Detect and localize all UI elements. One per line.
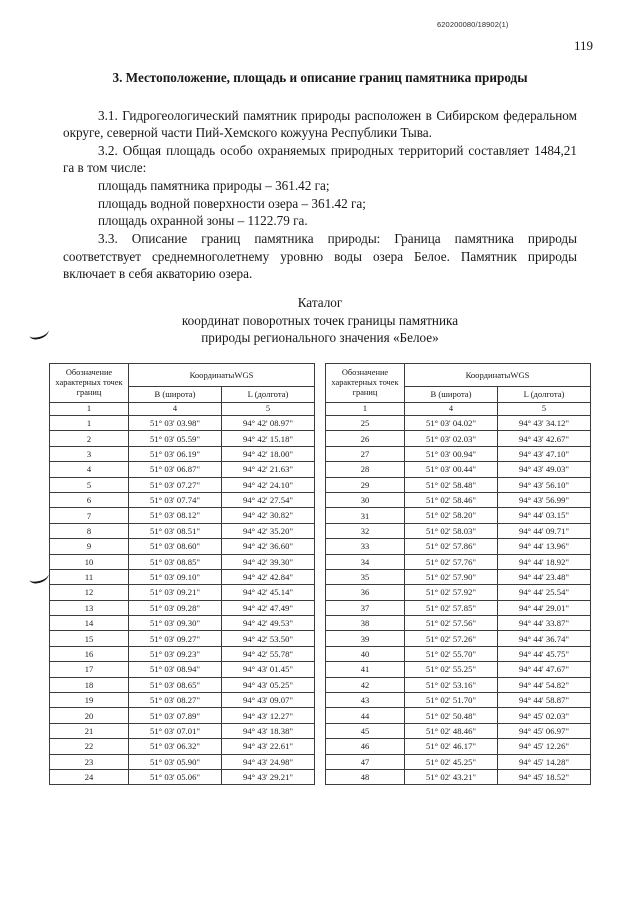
cell-latitude: 51° 03' 08.94" [129,662,222,677]
cell-latitude: 51° 03' 09.23" [129,646,222,661]
table-row [326,616,591,631]
cell-point-index: 38 [326,616,405,631]
cell-latitude: 51° 02' 48.46" [405,723,498,738]
cell-point-index: 29 [326,477,405,492]
catalog-title-line-2: координат поворотных точек границы памятника [181,312,459,328]
cell-point-index: 1 [50,416,129,431]
cell-longitude: 94° 42' 35.20" [222,523,315,538]
table-row [50,446,315,461]
cell-point-index: 11 [50,569,129,584]
cell-longitude: 94° 42' 27.54" [222,492,315,507]
table-row [50,769,315,784]
table-row [50,708,315,723]
table-row [326,508,591,523]
cell-latitude: 51° 02' 45.25" [405,754,498,769]
cell-latitude: 51° 02' 58.20" [405,508,498,523]
cell-point-index: 48 [326,769,405,784]
table-row [326,554,591,569]
cell-longitude: 94° 42' 47.49" [222,600,315,615]
header-latitude: В (широта) [129,387,222,403]
cell-longitude: 94° 43' 49.03" [498,462,591,477]
cell-longitude: 94° 42' 21.63" [222,462,315,477]
column-number-b: 4 [405,403,498,416]
cell-longitude: 94° 44' 54.82" [498,677,591,692]
cell-point-index: 25 [326,416,405,431]
cell-point-index: 22 [50,739,129,754]
cell-latitude: 51° 02' 50.48" [405,708,498,723]
cell-point-index: 13 [50,600,129,615]
cell-point-index: 32 [326,523,405,538]
table-row [326,492,591,507]
cell-longitude: 94° 42' 30.82" [222,508,315,523]
table-row [326,708,591,723]
cell-longitude: 94° 42' 42.84" [222,569,315,584]
cell-point-index: 47 [326,754,405,769]
cell-point-index: 34 [326,554,405,569]
cell-longitude: 94° 44' 18.92" [498,554,591,569]
cell-longitude: 94° 44' 09.71" [498,523,591,538]
table-row [50,492,315,507]
cell-longitude: 94° 45' 12.26" [498,739,591,754]
paragraph-3-2: 3.2. Общая площадь особо охраняемых природных территорий составляет 1484,21 га в том числе: [63,142,577,176]
table-row [50,600,315,615]
cell-longitude: 94° 43' 05.25" [222,677,315,692]
cell-latitude: 51° 02' 57.26" [405,631,498,646]
cell-longitude: 94° 43' 56.99" [498,492,591,507]
cell-longitude: 94° 44' 45.75" [498,646,591,661]
cell-latitude: 51° 03' 09.30" [129,616,222,631]
cell-point-index: 21 [50,723,129,738]
cell-latitude: 51° 03' 02.03" [405,431,498,446]
column-number-b: 4 [129,403,222,416]
cell-latitude: 51° 03' 06.19" [129,446,222,461]
cell-latitude: 51° 02' 58.03" [405,523,498,538]
cell-latitude: 51° 02' 55.25" [405,662,498,677]
cell-point-index: 10 [50,554,129,569]
cell-latitude: 51° 03' 09.27" [129,631,222,646]
area-item-monument: площадь памятника природы – 361.42 га; [98,178,330,193]
header-longitude: L (долгота) [222,387,315,403]
cell-latitude: 51° 03' 07.27" [129,477,222,492]
table-row [50,631,315,646]
cell-point-index: 19 [50,693,129,708]
column-number-mark: 1 [50,403,129,416]
table-row [326,462,591,477]
cell-longitude: 94° 43' 56.10" [498,477,591,492]
table-row [326,431,591,446]
cell-longitude: 94° 42' 24.10" [222,477,315,492]
cell-point-index: 41 [326,662,405,677]
table-row [326,693,591,708]
column-number-row [326,403,591,416]
cell-latitude: 51° 02' 58.48" [405,477,498,492]
table-row [50,508,315,523]
cell-latitude: 51° 03' 09.10" [129,569,222,584]
cell-longitude: 94° 44' 58.87" [498,693,591,708]
cell-latitude: 51° 02' 57.90" [405,569,498,584]
body-text [63,70,577,283]
cell-point-index: 2 [50,431,129,446]
cell-latitude: 51° 02' 57.86" [405,539,498,554]
table-row [50,739,315,754]
cell-latitude: 51° 02' 57.56" [405,616,498,631]
table-row [50,616,315,631]
cell-longitude: 94° 43' 42.67" [498,431,591,446]
cell-longitude: 94° 43' 47.10" [498,446,591,461]
cell-latitude: 51° 02' 51.70" [405,693,498,708]
cell-longitude: 94° 44' 36.74" [498,631,591,646]
cell-longitude: 94° 43' 34.12" [498,416,591,431]
cell-point-index: 31 [326,508,405,523]
cell-point-index: 46 [326,739,405,754]
cell-point-index: 20 [50,708,129,723]
cell-longitude: 94° 43' 09.07" [222,693,315,708]
coordinates-table-left [49,363,315,785]
cell-longitude: 94° 44' 25.54" [498,585,591,600]
cell-longitude: 94° 44' 13.96" [498,539,591,554]
table-row [326,662,591,677]
document-code: 620200080/18902(1) [437,20,509,29]
page-number: 119 [573,38,593,53]
cell-longitude: 94° 44' 03.15" [498,508,591,523]
table-row [326,539,591,554]
table-row [50,477,315,492]
cell-latitude: 51° 03' 05.90" [129,754,222,769]
table-row [326,677,591,692]
table-row [326,477,591,492]
cell-longitude: 94° 43' 12.27" [222,708,315,723]
cell-point-index: 8 [50,523,129,538]
cell-longitude: 94° 42' 36.60" [222,539,315,554]
table-row [326,754,591,769]
cell-point-index: 28 [326,462,405,477]
cell-longitude: 94° 44' 33.87" [498,616,591,631]
cell-latitude: 51° 03' 06.87" [129,462,222,477]
table-row [50,585,315,600]
cell-latitude: 51° 03' 08.85" [129,554,222,569]
cell-latitude: 51° 02' 53.16" [405,677,498,692]
cell-latitude: 51° 03' 05.59" [129,431,222,446]
cell-latitude: 51° 03' 09.21" [129,585,222,600]
table-row [50,539,315,554]
catalog-heading [0,294,640,347]
cell-longitude: 94° 42' 53.50" [222,631,315,646]
area-item-water-surface: площадь водной поверхности озера – 361.42 га; [98,195,366,211]
cell-point-index: 7 [50,508,129,523]
cell-longitude: 94° 45' 02.03" [498,708,591,723]
cell-latitude: 51° 03' 00.44" [405,462,498,477]
cell-latitude: 51° 03' 07.01" [129,723,222,738]
cell-longitude: 94° 43' 22.61" [222,739,315,754]
cell-longitude: 94° 43' 29.21" [222,769,315,784]
cell-point-index: 43 [326,693,405,708]
table-row [50,462,315,477]
header-point-designation: Обозначение характерных точек границ [50,364,129,403]
cell-latitude: 51° 03' 08.60" [129,539,222,554]
cell-longitude: 94° 42' 49.53" [222,616,315,631]
cell-point-index: 12 [50,585,129,600]
table-row [50,693,315,708]
table-row [50,416,315,431]
column-number-l: 5 [498,403,591,416]
cell-longitude: 94° 42' 55.78" [222,646,315,661]
header-point-designation: Обозначение характерных точек границ [326,364,405,403]
cell-point-index: 44 [326,708,405,723]
cell-latitude: 51° 03' 07.74" [129,492,222,507]
cell-point-index: 36 [326,585,405,600]
cell-point-index: 27 [326,446,405,461]
cell-point-index: 42 [326,677,405,692]
cell-longitude: 94° 42' 15.18" [222,431,315,446]
cell-point-index: 26 [326,431,405,446]
cell-point-index: 17 [50,662,129,677]
cell-latitude: 51° 03' 08.51" [129,523,222,538]
cell-latitude: 51° 03' 04.02" [405,416,498,431]
cell-point-index: 6 [50,492,129,507]
table-row [50,754,315,769]
table-body-right [326,416,591,785]
cell-point-index: 24 [50,769,129,784]
cell-latitude: 51° 03' 00.94" [405,446,498,461]
cell-longitude: 94° 43' 01.45" [222,662,315,677]
cell-longitude: 94° 42' 39.30" [222,554,315,569]
coordinates-table-right [325,363,591,785]
cell-longitude: 94° 42' 45.14" [222,585,315,600]
cell-latitude: 51° 03' 08.65" [129,677,222,692]
coordinate-tables [0,363,640,785]
cell-longitude: 94° 43' 18.38" [222,723,315,738]
cell-longitude: 94° 42' 08.97" [222,416,315,431]
cell-latitude: 51° 03' 03.98" [129,416,222,431]
cell-latitude: 51° 03' 05.06" [129,769,222,784]
column-number-mark: 1 [326,403,405,416]
header-wgs-coordinates: КоординатыWGS [405,364,591,387]
catalog-title-line-3: природы регионального значения «Белое» [201,330,439,346]
cell-latitude: 51° 03' 06.32" [129,739,222,754]
cell-latitude: 51° 03' 09.28" [129,600,222,615]
cell-point-index: 37 [326,600,405,615]
cell-longitude: 94° 45' 14.28" [498,754,591,769]
table-row [50,677,315,692]
section-heading: 3. Местоположение, площадь и описание границ памятника природы [112,70,528,85]
cell-longitude: 94° 44' 47.67" [498,662,591,677]
cell-longitude: 94° 42' 18.00" [222,446,315,461]
table-row [326,631,591,646]
header-latitude: В (широта) [405,387,498,403]
cell-latitude: 51° 03' 08.27" [129,693,222,708]
table-row [326,523,591,538]
paragraph-3-1: 3.1. Гидрогеологический памятник природы расположен в Сибирском федеральном округе, северной части Пий-Хемского кожууна Республики Тыва. [63,107,577,141]
table-row [326,646,591,661]
cell-point-index: 33 [326,539,405,554]
table-row [50,554,315,569]
table-row [326,739,591,754]
cell-point-index: 16 [50,646,129,661]
cell-longitude: 94° 44' 29.01" [498,600,591,615]
cell-latitude: 51° 03' 08.12" [129,508,222,523]
area-item-protection-zone: площадь охранной зоны – 1122.79 га. [98,213,308,229]
table-row [50,723,315,738]
table-row [50,569,315,584]
paragraph-3-3: 3.3. Описание границ памятника природы: Граница памятника природы соответствует среднемноголетнему уровню воды озера Белое. Памятник природы включает в себя акваторию озера. [63,230,577,282]
table-row [50,431,315,446]
header-wgs-coordinates: КоординатыWGS [129,364,315,387]
table-row [326,416,591,431]
cell-latitude: 51° 02' 57.92" [405,585,498,600]
cell-latitude: 51° 02' 57.85" [405,600,498,615]
table-row [50,646,315,661]
table-row [326,569,591,584]
cell-point-index: 14 [50,616,129,631]
table-row [50,523,315,538]
table-row [326,723,591,738]
table-row [50,662,315,677]
cell-latitude: 51° 02' 55.70" [405,646,498,661]
cell-point-index: 9 [50,539,129,554]
column-number-l: 5 [222,403,315,416]
cell-point-index: 18 [50,677,129,692]
cell-point-index: 40 [326,646,405,661]
cell-point-index: 39 [326,631,405,646]
cell-latitude: 51° 02' 46.17" [405,739,498,754]
cell-point-index: 15 [50,631,129,646]
cell-longitude: 94° 45' 06.97" [498,723,591,738]
cell-longitude: 94° 43' 24.98" [222,754,315,769]
cell-point-index: 5 [50,477,129,492]
cell-latitude: 51° 02' 58.46" [405,492,498,507]
cell-longitude: 94° 44' 23.48" [498,569,591,584]
cell-latitude: 51° 03' 07.89" [129,708,222,723]
cell-point-index: 4 [50,462,129,477]
cell-point-index: 3 [50,446,129,461]
column-number-row [50,403,315,416]
table-row [326,585,591,600]
table-row [326,769,591,784]
cell-point-index: 23 [50,754,129,769]
cell-longitude: 94° 45' 18.52" [498,769,591,784]
cell-point-index: 35 [326,569,405,584]
table-row [326,446,591,461]
table-row [326,600,591,615]
cell-point-index: 30 [326,492,405,507]
cell-latitude: 51° 02' 57.76" [405,554,498,569]
catalog-title-line-1: Каталог [297,295,343,310]
table-body-left [50,416,315,785]
header-longitude: L (долгота) [498,387,591,403]
cell-latitude: 51° 02' 43.21" [405,769,498,784]
cell-point-index: 45 [326,723,405,738]
